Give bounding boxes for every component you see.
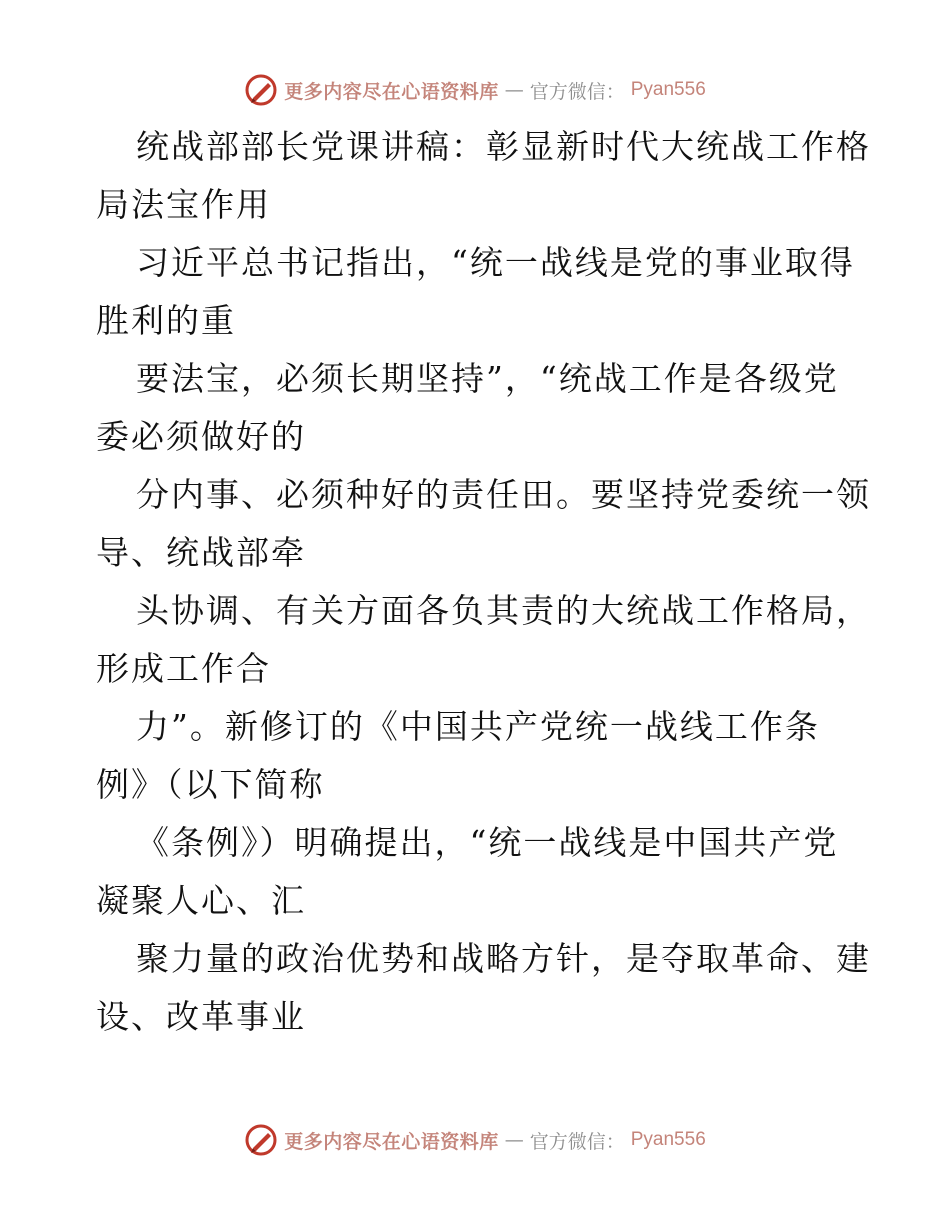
doc-paragraph-line: 分内事、必须种好的责任田。要坚持党委统一领 [136, 475, 871, 514]
doc-paragraph-line: 设、改革事业 [96, 997, 306, 1036]
watermark-wechat-id: Pyan556 [630, 1129, 706, 1150]
watermark-separator: — [504, 1129, 524, 1151]
doc-paragraph-line: 委必须做好的 [96, 417, 306, 456]
footer-watermark [0, 1120, 950, 1160]
watermark-text: 更多内容尽在心语资料库 [284, 80, 499, 103]
doc-paragraph-line: 胜利的重 [96, 301, 236, 340]
watermark-separator: — [504, 79, 524, 101]
doc-paragraph-line: 凝聚人心、汇 [96, 881, 306, 920]
pen-logo-icon [244, 1123, 278, 1157]
doc-paragraph-line: 《条例》）明确提出，“统一战线是中国共产党 [136, 823, 839, 862]
document-body [96, 118, 871, 1046]
watermark-wechat-id: Pyan556 [630, 79, 706, 100]
doc-paragraph-line: 形成工作合 [96, 649, 271, 688]
watermark-wechat-label: 官方微信： [529, 1130, 625, 1153]
doc-paragraph-line: 力”。新修订的《中国共产党统一战线工作条 [136, 707, 820, 746]
pen-logo-icon [244, 73, 278, 107]
watermark-text: 更多内容尽在心语资料库 [284, 1130, 499, 1153]
doc-title-line-1: 统战部部长党课讲稿：彰显新时代大统战工作格 [136, 127, 871, 166]
doc-paragraph-line: 例》（以下简称 [96, 765, 325, 804]
doc-title-line-2: 局法宝作用 [96, 185, 271, 224]
doc-paragraph-line: 聚力量的政治优势和战略方针，是夺取革命、建 [136, 939, 871, 978]
header-watermark [0, 70, 950, 110]
watermark-wechat-label: 官方微信： [529, 80, 625, 103]
doc-paragraph-line: 头协调、有关方面各负其责的大统战工作格局， [136, 591, 871, 630]
doc-paragraph-line: 习近平总书记指出，“统一战线是党的事业取得 [136, 243, 855, 282]
doc-paragraph-line: 导、统战部牵 [96, 533, 306, 572]
doc-paragraph-line: 要法宝，必须长期坚持”，“统战工作是各级党 [136, 359, 839, 398]
